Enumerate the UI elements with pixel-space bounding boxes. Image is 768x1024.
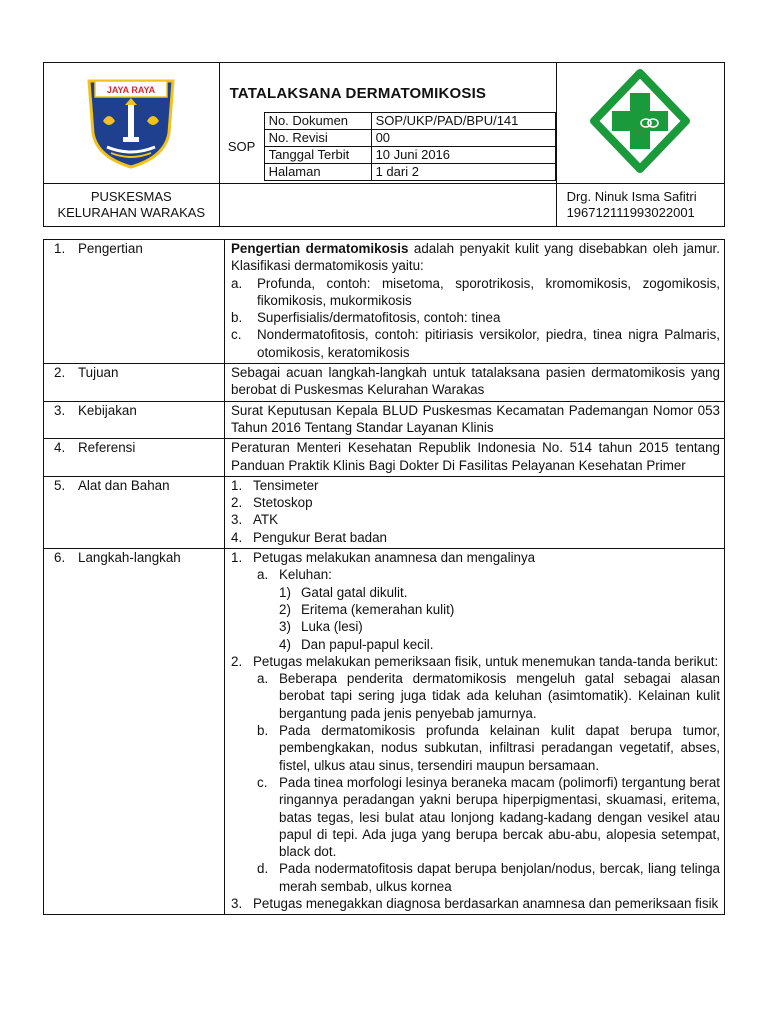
section-label: [44, 364, 225, 402]
section-row-referensi: [44, 439, 725, 477]
subsubstep-marker: 1): [279, 584, 291, 600]
list-marker: a.: [231, 275, 243, 291]
definition-term: Pengertian dermatomikosis: [231, 241, 409, 256]
list-item: [231, 326, 720, 361]
section-row-langkah-langkah: [44, 549, 725, 915]
section-title: Referensi: [78, 440, 136, 456]
list-marker: c.: [231, 327, 242, 343]
substep-marker: c.: [257, 774, 268, 790]
section-title: Tujuan: [78, 365, 119, 381]
step-marker: 1.: [231, 550, 243, 566]
list-item: [231, 309, 720, 326]
section-content: [225, 476, 725, 548]
substep-item: [231, 670, 720, 722]
meta-key: No. Dokumen: [264, 113, 371, 130]
subsubstep-item: [231, 601, 720, 618]
section-content: Surat Keputusan Kepala BLUD Puskesmas Kecamatan Pademangan Nomor 053 Tahun 2016 Tentang Standar Layanan Klinis: [225, 401, 725, 439]
meta-row: [264, 113, 555, 130]
substep-text: Beberapa penderita dermatomikosis mengeluh gatal sebagai alasan berobat tapi sering juga tidak ada keluhan (asimtomatik). Kelainan kulit bergantung pada jenis penyebab jamurnya.: [279, 671, 720, 721]
substep-text: Pada dermatomikosis profunda kelainan kulit dapat berupa tumor, pembengkakan, nodus subkutan, infiltrasi peradangan vegetatif, abses, fistel, ulkus atau sinus, tersendiri maupun bersamaan.: [279, 723, 720, 773]
organization-name: [44, 184, 220, 227]
substep-item: [231, 722, 720, 774]
list-text: Superfisialis/dermatofitosis, contoh: tinea: [257, 310, 501, 326]
step-marker: 3.: [231, 895, 243, 911]
dki-jakarta-logo-cell: [44, 63, 220, 184]
step-item: [231, 895, 720, 912]
definition-paragraph: [231, 240, 720, 275]
section-title: Pengertian: [78, 241, 143, 256]
step-item: [231, 549, 720, 566]
substep-marker: b.: [257, 723, 269, 739]
org-line: KELURAHAN WARAKAS: [57, 205, 206, 220]
meta-key: Tanggal Terbit: [264, 147, 371, 164]
subsubstep-item: [231, 618, 720, 635]
meta-value: 00: [371, 130, 555, 147]
substep-marker: a.: [257, 671, 269, 687]
subsubstep-text: Luka (lesi): [301, 619, 363, 635]
list-marker: 4.: [231, 529, 243, 545]
sop-content-table: [43, 239, 725, 915]
section-row-kebijakan: [44, 401, 725, 439]
list-text: Tensimeter: [253, 477, 319, 493]
subsubstep-text: Gatal gatal dikulit.: [301, 584, 408, 600]
section-number: 6.: [54, 550, 66, 566]
list-text: Profunda, contoh: misetoma, sporotrikosis, kromomikosis, zogomikosis, fikomikosis, mukormikosis: [257, 275, 720, 308]
subsubstep-marker: 3): [279, 619, 291, 635]
meta-key: Halaman: [264, 164, 371, 181]
section-row-alat-dan-bahan: [44, 476, 725, 548]
step-item: [231, 653, 720, 670]
section-title: Langkah-langkah: [78, 550, 181, 566]
list-text: Stetoskop: [253, 495, 313, 511]
section-number: 4.: [54, 440, 66, 456]
org-line: PUSKESMAS: [90, 189, 172, 204]
definition-text: adalah penyakit kulit yang disebabkan oleh jamur. Klasifikasi dermatomikosis yaitu:: [231, 241, 720, 274]
step-text: Petugas melakukan pemeriksaan fisik, untuk menemukan tanda-tanda berikut:: [253, 653, 719, 669]
section-label: [44, 476, 225, 548]
section-number: 3.: [54, 402, 66, 418]
sop-header-table: [43, 62, 725, 227]
section-number: 1.: [54, 241, 66, 256]
substep-text: Keluhan:: [279, 567, 332, 583]
subsubstep-item: [231, 584, 720, 601]
empty-cell: [219, 184, 556, 227]
section-number: 2.: [54, 365, 66, 381]
section-row-tujuan: [44, 364, 725, 402]
puskesmas-logo-cell: [556, 63, 724, 184]
step-marker: 2.: [231, 653, 243, 669]
list-item: [231, 494, 720, 511]
step-text: Petugas menegakkan diagnosa berdasarkan anamnesa dan pemeriksaan fisik: [253, 895, 719, 911]
logo-motto: JAYA RAYA: [107, 84, 156, 95]
meta-row: [264, 164, 555, 181]
subsubstep-text: Eritema (kemerahan kulit): [301, 601, 455, 617]
list-marker: b.: [231, 310, 243, 326]
substep-marker: a.: [257, 567, 269, 583]
section-label: [44, 240, 225, 364]
section-content: Sebagai acuan langkah-langkah untuk tatalaksana pasien dermatomikosis yang berobat di Puskesmas Kelurahan Warakas: [225, 364, 725, 402]
meta-row: [264, 147, 555, 164]
signer-info: [556, 184, 724, 227]
meta-value: SOP/UKP/PAD/BPU/141: [371, 113, 555, 130]
step-text: Petugas melakukan anamnesa dan mengalinya: [253, 550, 536, 566]
meta-value: 10 Juni 2016: [371, 147, 555, 164]
meta-row: [264, 130, 555, 147]
list-item: [231, 477, 720, 494]
substep-text: Pada nodermatofitosis dapat berupa benjolan/nodus, bercak, liang telinga merah sembab, ulkus kornea: [279, 861, 720, 894]
substep-text: Pada tinea morfologi lesinya beraneka macam (polimorfi) tergantung berat ringannya peradangan yakni berupa hiperpigmentasi, skuamasi, eritema, batas tegas, lesi bulat atau lonjong kadang-kadang dengan vesikel atau papul di tepi. Ada juga yang berupa bercak abu-abu, alopesia setempat, black dot.: [279, 774, 720, 860]
substep-item: [231, 860, 720, 895]
section-label: [44, 401, 225, 439]
subsubstep-text: Dan papul-papul kecil.: [301, 636, 434, 652]
section-number: 5.: [54, 477, 66, 493]
substep-item: [231, 566, 720, 583]
section-content: Peraturan Menteri Kesehatan Republik Indonesia No. 514 tahun 2015 tentang Panduan Praktik Klinis Bagi Dokter Di Fasilitas Pelayanan Kesehatan Primer: [225, 439, 725, 477]
list-text: ATK: [253, 512, 279, 528]
section-label: [44, 549, 225, 915]
meta-value: 1 dari 2: [371, 164, 555, 181]
section-row-pengertian: [44, 240, 725, 364]
signer-name: Drg. Ninuk Isma Safitri: [566, 189, 697, 204]
section-title: Kebijakan: [78, 402, 137, 418]
document-meta-table: [264, 112, 556, 181]
substep-marker: d.: [257, 861, 269, 877]
puskesmas-cross-logo-icon: [588, 69, 692, 173]
list-text: Pengukur Berat badan: [253, 529, 388, 545]
subsubstep-item: [231, 636, 720, 653]
list-marker: 2.: [231, 495, 243, 511]
list-item: [231, 511, 720, 528]
section-content: [225, 549, 725, 915]
dki-jakarta-emblem-icon: [81, 71, 181, 171]
meta-key: No. Revisi: [264, 130, 371, 147]
section-content: [225, 240, 725, 364]
list-marker: 1.: [231, 477, 243, 493]
sop-title-cell: [219, 63, 556, 184]
subsubstep-marker: 2): [279, 601, 291, 617]
list-item: [231, 275, 720, 310]
sop-label: SOP: [227, 139, 256, 154]
signer-nip: 196712111993022001: [566, 205, 695, 220]
list-marker: 3.: [231, 512, 243, 528]
section-title: Alat dan Bahan: [78, 477, 170, 493]
substep-item: [231, 774, 720, 860]
list-item: [231, 529, 720, 546]
list-text: Nondermatofitosis, contoh: pitiriasis versikolor, piedra, tinea nigra Palmaris, otomikosis, keratomikosis: [257, 327, 720, 360]
subsubstep-marker: 4): [279, 636, 291, 652]
section-label: [44, 439, 225, 477]
document-title: TATALAKSANA DERMATOMIKOSIS: [229, 85, 487, 102]
